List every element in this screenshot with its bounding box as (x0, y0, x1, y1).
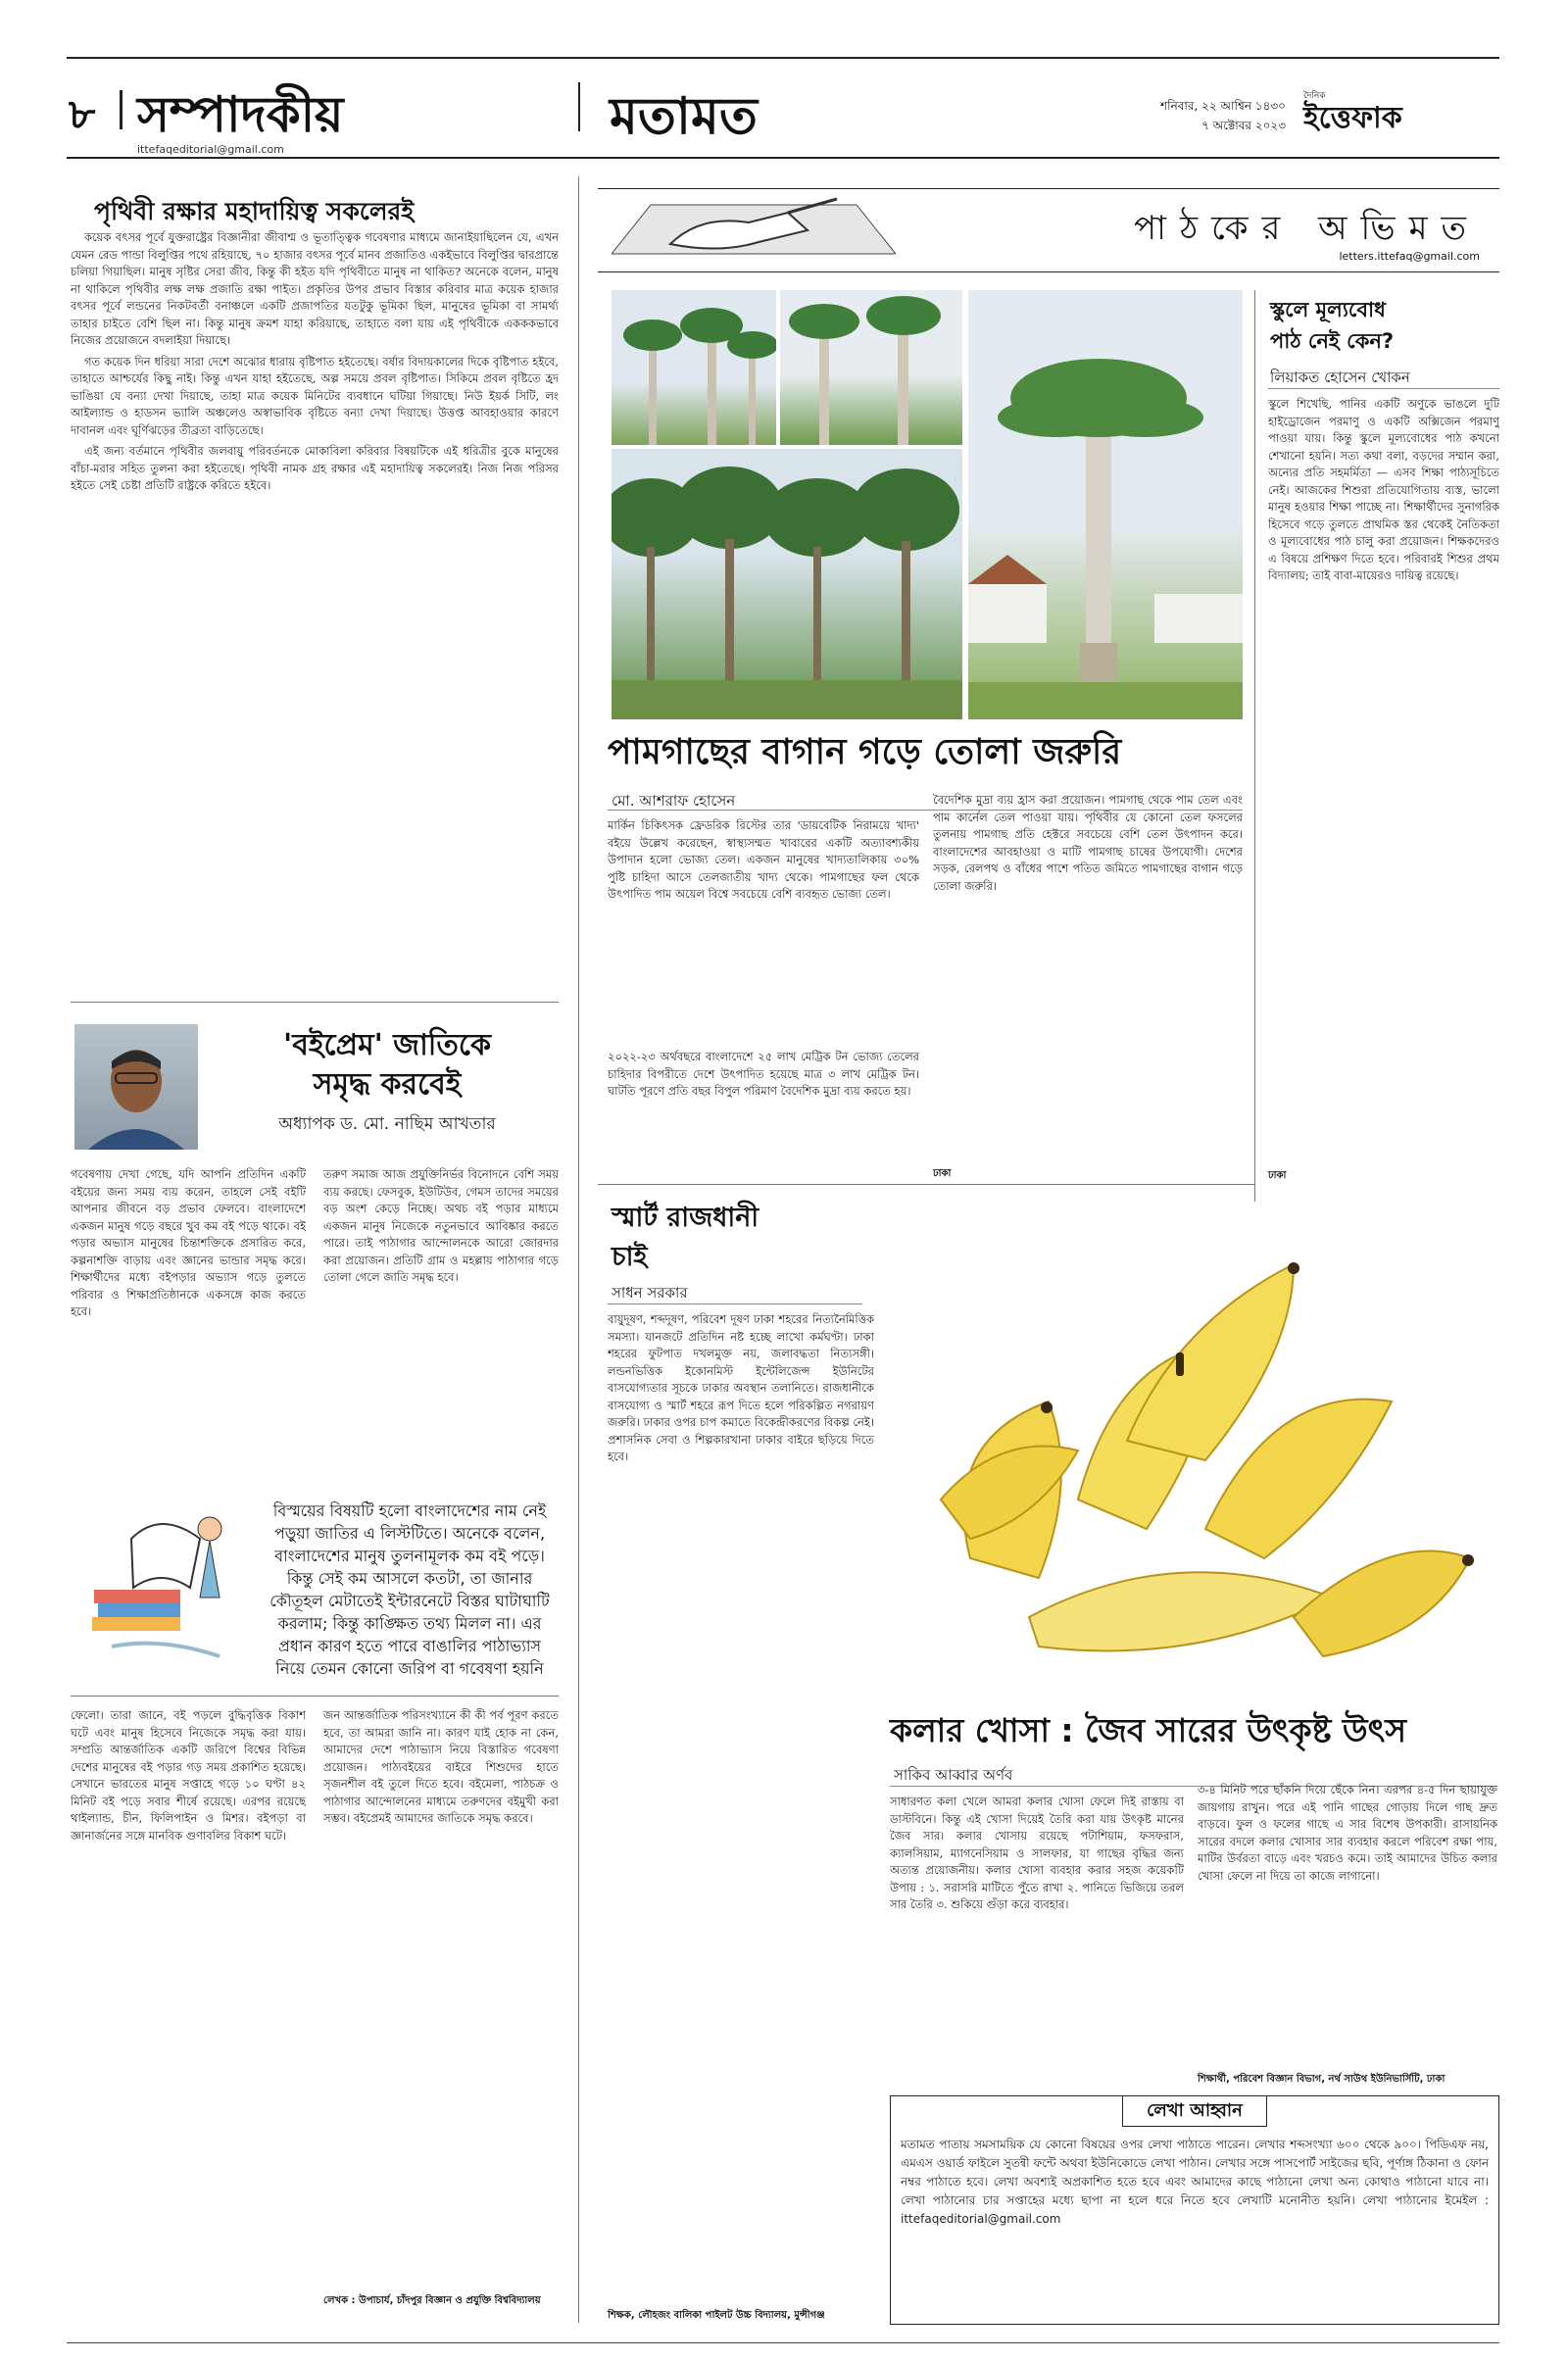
school-author: লিয়াকত হোসেন খোকন (1270, 369, 1410, 386)
editorial-paragraph: কয়েক বৎসর পূর্বে যুক্তরাষ্ট্রের বিজ্ঞানীরা জীবাশ্ম ও ভূতাত্ত্বিক গবেষণার মাধ্যমে জানাইয়াছিলেন যে, এখন যেমন রেড পান্ডা বিলুপ্তির পথে রহিয়াছে, ৭০ হাজার বৎসর পূর্বে মানব প্রজাতিও একইভাবে বিলুপ্তির দ্বারপ্রান্তে চলিয়া গিয়াছিল। মানুষ সৃষ্টির সেরা জীব, কিন্তু কী হইত যদি পৃথিবীতে মানুষ না থাকিত? অনেকে বলেন, মানুষ না থাকিলে পৃথিবীর লক্ষ লক্ষ প্রজাতি রক্ষা পাইত। প্রকৃতির উপর প্রভাব বিস্তার করিবার মাত্র কয়েক হাজার বৎসর পূর্বে লন্ডনের নিকটবর্তী বনাঞ্চলে একটি প্রজাপতির যতটুকু ভূমিকা ছিল, মানুষের ভূমিকা বা সামর্থ্য তাহার চাইতে বেশি ছিল না। কিন্তু মানুষ ক্রমশ যাহা করিয়াছে, তাহাতে বলা যায় এই পৃথিবীকে একককভাবে নিজের প্রয়োজনে বদলাইয়া দিয়াছে। (71, 230, 559, 347)
reading-illustration (73, 1500, 255, 1686)
smart-author: সাধন সরকার (612, 1284, 688, 1302)
palm-text-col1b: ২০২২-২৩ অর্থবছরে বাংলাদেশে ২৫ লাখ মেট্রিক টন ভোজ্য তেলের চাহিদার বিপরীতে দেশে উৎপাদিত হয়েছে মাত্র ৩ লাখ মেট্রিক টন। ঘাটতি পূরণে প্রতি বছর বিপুল পরিমাণ বৈদেশিক মুদ্রা ব্যয় করতে হয়। (608, 1050, 919, 1098)
header-bottom-rule (67, 157, 1499, 159)
date-bangla: শনিবার, ২২ আশ্বিন ১৪৩০ (1160, 99, 1286, 113)
school-text: স্কুলে শিখেছি, পানির একটি অণুকে ভাঙলে দুটি হাইড্রোজেন পরমাণু ও একটি অক্সিজেন পরমাণু পাওয়া যায়। কিন্তু স্কুলে মূল্যবোধের পাঠ কখনো শেখানো হয়নি। সত্য কথা বলা, বড়দের সম্মান করা, অন্যের প্রতি সহমর্মিতা — এসব শিক্ষা পাঠ্যসূচিতে নেই। আজকের শিশুরা প্রতিযোগিতায় ব্যস্ত, ভালো মানুষ হওয়ার শিক্ষা পাচ্ছে না। শিক্ষার্থীদের সুনাগরিক হিসেবে গড়ে তুলতে প্রাথমিক স্তর থেকেই নৈতিকতা ও মূল্যবোধের পাঠ চালু করা প্রয়োজন। শিক্ষকদেরও এ বিষয়ে প্রশিক্ষণ দিতে হবে। পরিবারই শিশুর প্রথম বিদ্যালয়; তাই বাবা-মায়েরও দায়িত্ব রয়েছে। (1268, 397, 1499, 582)
banana-signoff: শিক্ষার্থী, পরিবেশ বিজ্ঞান বিভাগ, নর্থ সাউথ ইউনিভার্সিটি, ঢাকা (1198, 2074, 1446, 2085)
separator (578, 82, 580, 131)
section-divider (598, 1184, 1254, 1185)
paper-prefix: দৈনিক (1303, 91, 1326, 101)
invitation-text: মতামত পাতায় সমসাময়িক যে কোনো বিষয়ের ওপর লেখা পাঠাতে পারেন। লেখার শব্দসংখ্যা ৬০০ থেকে ৯০০। পিডিএফ নয়, এমএস ওয়ার্ড ফাইলে সুতন্বী ফন্টে অথবা ইউনিকোডে লেখা পাঠান। লেখার সঙ্গে পাসপোর্ট সাইজের ছবি, পূর্ণাঙ্গ ঠিকানা ও ফোন নম্বর পাঠাতে হবে। লেখা অবশ্যই অপ্রকাশিত হতে হবে এবং আমাদের কাছে পাঠানো লেখা অন্য কোথাও পাঠানো যাবে না। লেখা পাঠানোর চার সপ্তাহের মধ্যে ছাপা না হলে ধরে নিতে হবে লেখাটি মনোনীত হয়নি। লেখা পাঠানোর ইমেইল : ittefaqeditorial@gmail.com (901, 2138, 1489, 2226)
write-invitation-box (890, 2095, 1499, 2325)
smart-text: বায়ুদূষণ, শব্দদূষণ, পরিবেশ দূষণ ঢাকা শহরের নিত্যনৈমিত্তিক সমস্যা। যানজটে প্রতিদিন নষ্ট হচ্ছে লাখো কর্মঘণ্টা। ঢাকা শহরের ফুটপাত দখলমুক্ত নয়, জলাবদ্ধতা নিত্যসঙ্গী। লন্ডনভিত্তিক ইকোনমিস্ট ইন্টেলিজেন্স ইউনিটের বাসযোগ্যতার সূচকে ঢাকার অবস্থান তলানিতে। রাজধানীকে বাসযোগ্য ও স্মার্ট শহরে রূপ দিতে হলে পরিকল্পিত নগরায়ণ জরুরি। ঢাকার ওপর চাপ কমাতে বিকেন্দ্রীকরণের বিকল্প নেই। প্রশাসনিক সেবা ও শিল্পকারখানা ঢাকার বাইরে ছড়িয়ে দিতে হবে। (608, 1312, 874, 1463)
palm-photo-1 (612, 290, 776, 445)
readers-email[interactable]: letters.ittefaq@gmail.com (1339, 250, 1480, 263)
column-bottom-right: জন আন্তর্জাতিক পরিসংখ্যানে কী কী পর্ব পূরণ করতে হবে, তা আমরা জানি না। কারণ যাই হোক না কেন, আমাদের দেশে পাঠাভ্যাস নিয়ে বিস্তারিত গবেষণা প্রয়োজন। পাঠ্যবইয়ের বাইরে শিশুদের হাতে সৃজনশীল বই তুলে দিতে হবে। বইমেলা, পাঠচক্র ও পাঠাগার আন্দোলনের মাধ্যমে তরুণদের বইমুখী করা সম্ভব। বইপ্রেমই আমাদের জাতিকে সমৃদ্ধ করবে। (323, 1708, 559, 1825)
masthead-logo (1303, 88, 1499, 135)
byline-rule (608, 1303, 862, 1304)
smart-text-cont (608, 1666, 874, 2303)
school-headline-1: স্কুলে মূল্যবোধ (1270, 298, 1386, 321)
column-text-left: গবেষণায় দেখা গেছে, যদি আপনি প্রতিদিন একটি বইয়ের জন্য সময় ব্যয় করেন, তাহলে সেই বইটি আপনার জীবনে বড় প্রভাব ফেলবে। বাংলাদেশে একজন মানুষ গড়ে বছরে খুব কম বই পড়ে থাকে। বই পড়ার অভ্যাস মানুষের চিন্তাশক্তিকে প্রসারিত করে, কল্পনাশক্তি বাড়ায় এবং জ্ঞানের ভান্ডার সমৃদ্ধ করে। শিক্ষার্থীদের মধ্যে বইপড়ার অভ্যাস গড়ে তুলতে পরিবার ও শিক্ষাপ্রতিষ্ঠানকে একসঙ্গে কাজ করতে হবে। (71, 1167, 306, 1318)
column-headline-1: 'বইপ্রেম' জাতিকে (283, 1028, 491, 1062)
byline-rule (1268, 388, 1499, 389)
pull-quote: বিস্ময়ের বিষয়টি হলো বাংলাদেশের নাম নেই পড়ুয়া জাতির এ লিস্টটিতে। অনেকে বলেন, বাংলাদেশের মানুষ তুলনামূলক কম বই পড়ে। কিন্তু সেই কম আসলে কতটা, তা জানার কৌতূহল মেটাতেই ইন্টারনেটে বিস্তর ঘাটাঘাটি করলাম; কিন্তু কাঙ্ক্ষিত তথ্য মিলল না। এর প্রধান কারণ হতে পারে বাঙালির পাঠাভ্যাস নিয়ে তেমন কোনো জরিপ বা গবেষণা হয়নি (270, 1501, 550, 1678)
banana-headline: কলার খোসা : জৈব সারের উৎকৃষ্ট উৎস (890, 1711, 1407, 1749)
column-divider (1254, 290, 1255, 1202)
school-headline-2: পাঠ নেই কেন? (1270, 329, 1395, 353)
date-english: ৭ অক্টোবর ২০২৩ (1201, 119, 1286, 132)
school-signoff: ঢাকা (1268, 1170, 1287, 1181)
banana-text-col2: ৩-৪ মিনিট পরে ছাঁকনি দিয়ে ছেঁকে নিন। এরপর ৪-৫ দিন ছায়াযুক্ত জায়গায় রাখুন। পরে এই পানি গাছের গোড়ায় দিলে গাছ দ্রুত বাড়বে। ফুল ও ফলের গাছে এ সার বিশেষ উপকারী। রাসায়নিক সারের বদলে কলার খোসার সার ব্যবহার করলে পরিবেশ রক্ষা পায়, মাটির উর্বরতা বাড়ে এবং খরচও কমে। তাই আমাদের উচিত কলার খোসা ফেলে না দিয়ে তা কাজে লাগানো। (1198, 1783, 1497, 1883)
column-headline-2: সমৃদ্ধ করবেই (313, 1067, 462, 1102)
palm-author: মো. আশরাফ হোসেন (612, 792, 736, 810)
editorial-body (71, 229, 559, 974)
opinion-title: মতামত (610, 87, 758, 146)
editorial-headline: পৃথিবী রক্ষার মহাদায়িত্ব সকলেরই (94, 197, 415, 225)
palm-photo-4 (968, 290, 1243, 719)
readers-banner-title: পাঠকের অভিমত (1134, 209, 1480, 248)
palm-text-col1: মার্কিন চিকিৎসক ফ্রেডরিক রিস্টের তার 'ডায়বেটিক নিরাময়ে খাদ্য' বইয়ে উল্লেখ করেছেন, স্বাস্থ্যসম্মত খাবারের একটি অত্যাবশ্যকীয় উপাদান হলো ভোজ্য তেল। একজন মানুষের খাদ্যতালিকায় ৩০% পুষ্টি চাহিদা আসে তেলজাতীয় খাদ্য থেকে। পামগাছের ফল থেকে উৎপাদিত পাম অয়েল বিশ্বে সবচেয়ে বেশি ব্যবহৃত ভোজ্য তেল। (608, 818, 919, 901)
column-author: অধ্যাপক ড. মো. নাছিম আখতার (278, 1114, 496, 1134)
smart-headline-2: চাই (612, 1242, 648, 1272)
bottom-rule (67, 2342, 1499, 2343)
palm-photo-2 (780, 290, 962, 445)
invitation-title-box (1122, 2095, 1267, 2127)
smart-headline-1: স্মার্ট রাজধানী (612, 1203, 760, 1233)
column-divider (578, 176, 579, 2323)
section-title: সম্পাদকীয় (137, 86, 344, 143)
smart-signoff: শিক্ষক, লৌহজং বালিকা পাইলট উচ্চ বিদ্যালয়, মুন্সীগঞ্জ (608, 2310, 825, 2321)
column-text-right: তরুণ সমাজ আজ প্রযুক্তিনির্ভর বিনোদনে বেশি সময় ব্যয় করছে। ফেসবুক, ইউটিউব, গেমস তাদের সময়ের বড় অংশ কেড়ে নিচ্ছে। অথচ বই পড়ার মাধ্যমে একজন মানুষ নিজেকে নতুনভাবে আবিষ্কার করতে পারে। তাই পাঠাগার আন্দোলনকে আরো জোরদার করা প্রয়োজন। প্রতিটি গ্রাম ও মহল্লায় পাঠাগার গড়ে তোলা গেলে জাতি সমৃদ্ধ হবে। (323, 1167, 559, 1284)
author-photo (74, 1024, 198, 1150)
column-author-note: লেখক : উপাচার্য, চাঁদপুর বিজ্ঞান ও প্রযুক্তি বিশ্ববিদ্যালয় (323, 2295, 541, 2306)
section-divider (71, 1696, 559, 1697)
separator (120, 90, 122, 129)
palm-photo-3 (612, 449, 962, 719)
invitation-title: লেখা আহ্বান (1147, 2100, 1243, 2121)
banana-author: সাকিব আব্বার অর্ণব (894, 1766, 1013, 1784)
page-number: ৮ (69, 90, 96, 138)
editorial-email[interactable]: ittefaqeditorial@gmail.com (137, 143, 284, 156)
editorial-paragraph: এই জন্য বর্তমানে পৃথিবীর জলবায়ু পরিবর্তনকে মোকাবিলা করিবার বিষয়টিকে এই ধরিত্রীর বুকে মানুষের বাঁচা-মরার সহিত তুলনা করা হইতেছে। পৃথিবী নামক গ্রহ রক্ষার এই মহাদায়িত্ব সকলেরই। নিজ নিজ পরিসর হইতে সেই চেষ্টা প্রতিটি রাষ্ট্রকে করিতে হইবে। (71, 444, 559, 492)
banana-peel-photo (882, 1205, 1499, 1686)
paper-name: ইত্তেফাক (1303, 101, 1402, 135)
section-divider (71, 1002, 559, 1003)
hand-writing-icon (612, 195, 896, 266)
palm-headline: পামগাছের বাগান গড়ে তোলা জরুরি (608, 732, 1122, 772)
editorial-paragraph: গত কয়েক দিন ধরিয়া সারা দেশে অঝোর ধারায় বৃষ্টিপাত হইতেছে। বর্ষার বিদায়কালের দিকে বৃষ্টিপাত হইবে, তাহাতে আশ্চর্যের কিছু নাই। কিন্তু এখন যাহা হইতেছে, অল্প সময়ে প্রবল বৃষ্টিপাত। সিকিমে প্রবল বৃষ্টিতে হ্রদ ভাঙিয়া যে বন্যা দেখা দিয়াছে, তাহা মাত্র কয়েক মিনিটের ব্যবধানে ঘটিয়া গিয়াছে। নিউ ইয়র্ক সিটি, লং আইল্যান্ড ও হাডসন ভ্যালি অঞ্চলেও অস্বাভাবিক বৃষ্টিতে বন্যা দেখা দিয়াছে। উত্তপ্ত আবহাওয়ার কারণে দাবানল এবং ঘূর্ণিঝড়ের তীব্রতা বাড়িতেছে। (71, 354, 559, 437)
palm-text-col2: বৈদেশিক মুদ্রা ব্যয় হ্রাস করা প্রয়োজন। পামগাছ থেকে পাম তেল এবং পাম কার্নেল তেল পাওয়া যায়। পৃথিবীর যে কোনো তেল ফসলের তুলনায় পামগাছ প্রতি হেক্টরে সবচেয়ে বেশি তেল উৎপাদন করে। বাংলাদেশের আবহাওয়া ও মাটি পামগাছ চাষের উপযোগী। দেশের সড়ক, রেলপথ ও বাঁধের পাশে পতিত জমিতে পামগাছের বাগান গড়ে তোলা জরুরি। (933, 793, 1243, 893)
banana-text-col1: সাধারণত কলা খেলে আমরা কলার খোসা ফেলে দিই রাস্তায় বা ডাস্টবিনে। কিন্তু এই খোসা দিয়েই তৈরি করা যায় উৎকৃষ্ট মানের জৈব সার। কলার খোসায় রয়েছে পটাশিয়াম, ফসফরাস, ক্যালসিয়াম, ম্যাগনেসিয়াম ও সালফার, যা গাছের বৃদ্ধির জন্য অত্যন্ত প্রয়োজনীয়। কলার খোসা ব্যবহার করার সহজ কয়েকটি উপায় : ১. সরাসরি মাটিতে পুঁতে রাখা ২. পানিতে ভিজিয়ে তরল সার তৈরি ৩. শুকিয়ে গুঁড়া করে ব্যবহার। (890, 1795, 1184, 1911)
palm-signoff: ঢাকা (933, 1168, 952, 1179)
readers-banner (598, 188, 1499, 272)
column-bottom-left: ফেলো। তারা জানে, বই পড়লে বুদ্ধিবৃত্তিক বিকাশ ঘটে এবং মানুষ হিসেবে নিজেকে সমৃদ্ধ করা যায়। সম্প্রতি আন্তর্জাতিক একটি জরিপে বিশ্বের বিভিন্ন দেশের মানুষের বই পড়ার গড় সময় প্রকাশিত হয়েছে। সেখানে ভারতের মানুষ সপ্তাহে গড়ে ১০ ঘণ্টা ৪২ মিনিট বই পড়ে সবার শীর্ষে রয়েছে। এরপর রয়েছে থাইল্যান্ড, চীন, ফিলিপাইন ও মিশর। বইপড়া বা জ্ঞানার্জনের সঙ্গে মানবিক গুণাবলির বিকাশ ঘটে। (71, 1708, 306, 1843)
top-rule (67, 57, 1499, 59)
